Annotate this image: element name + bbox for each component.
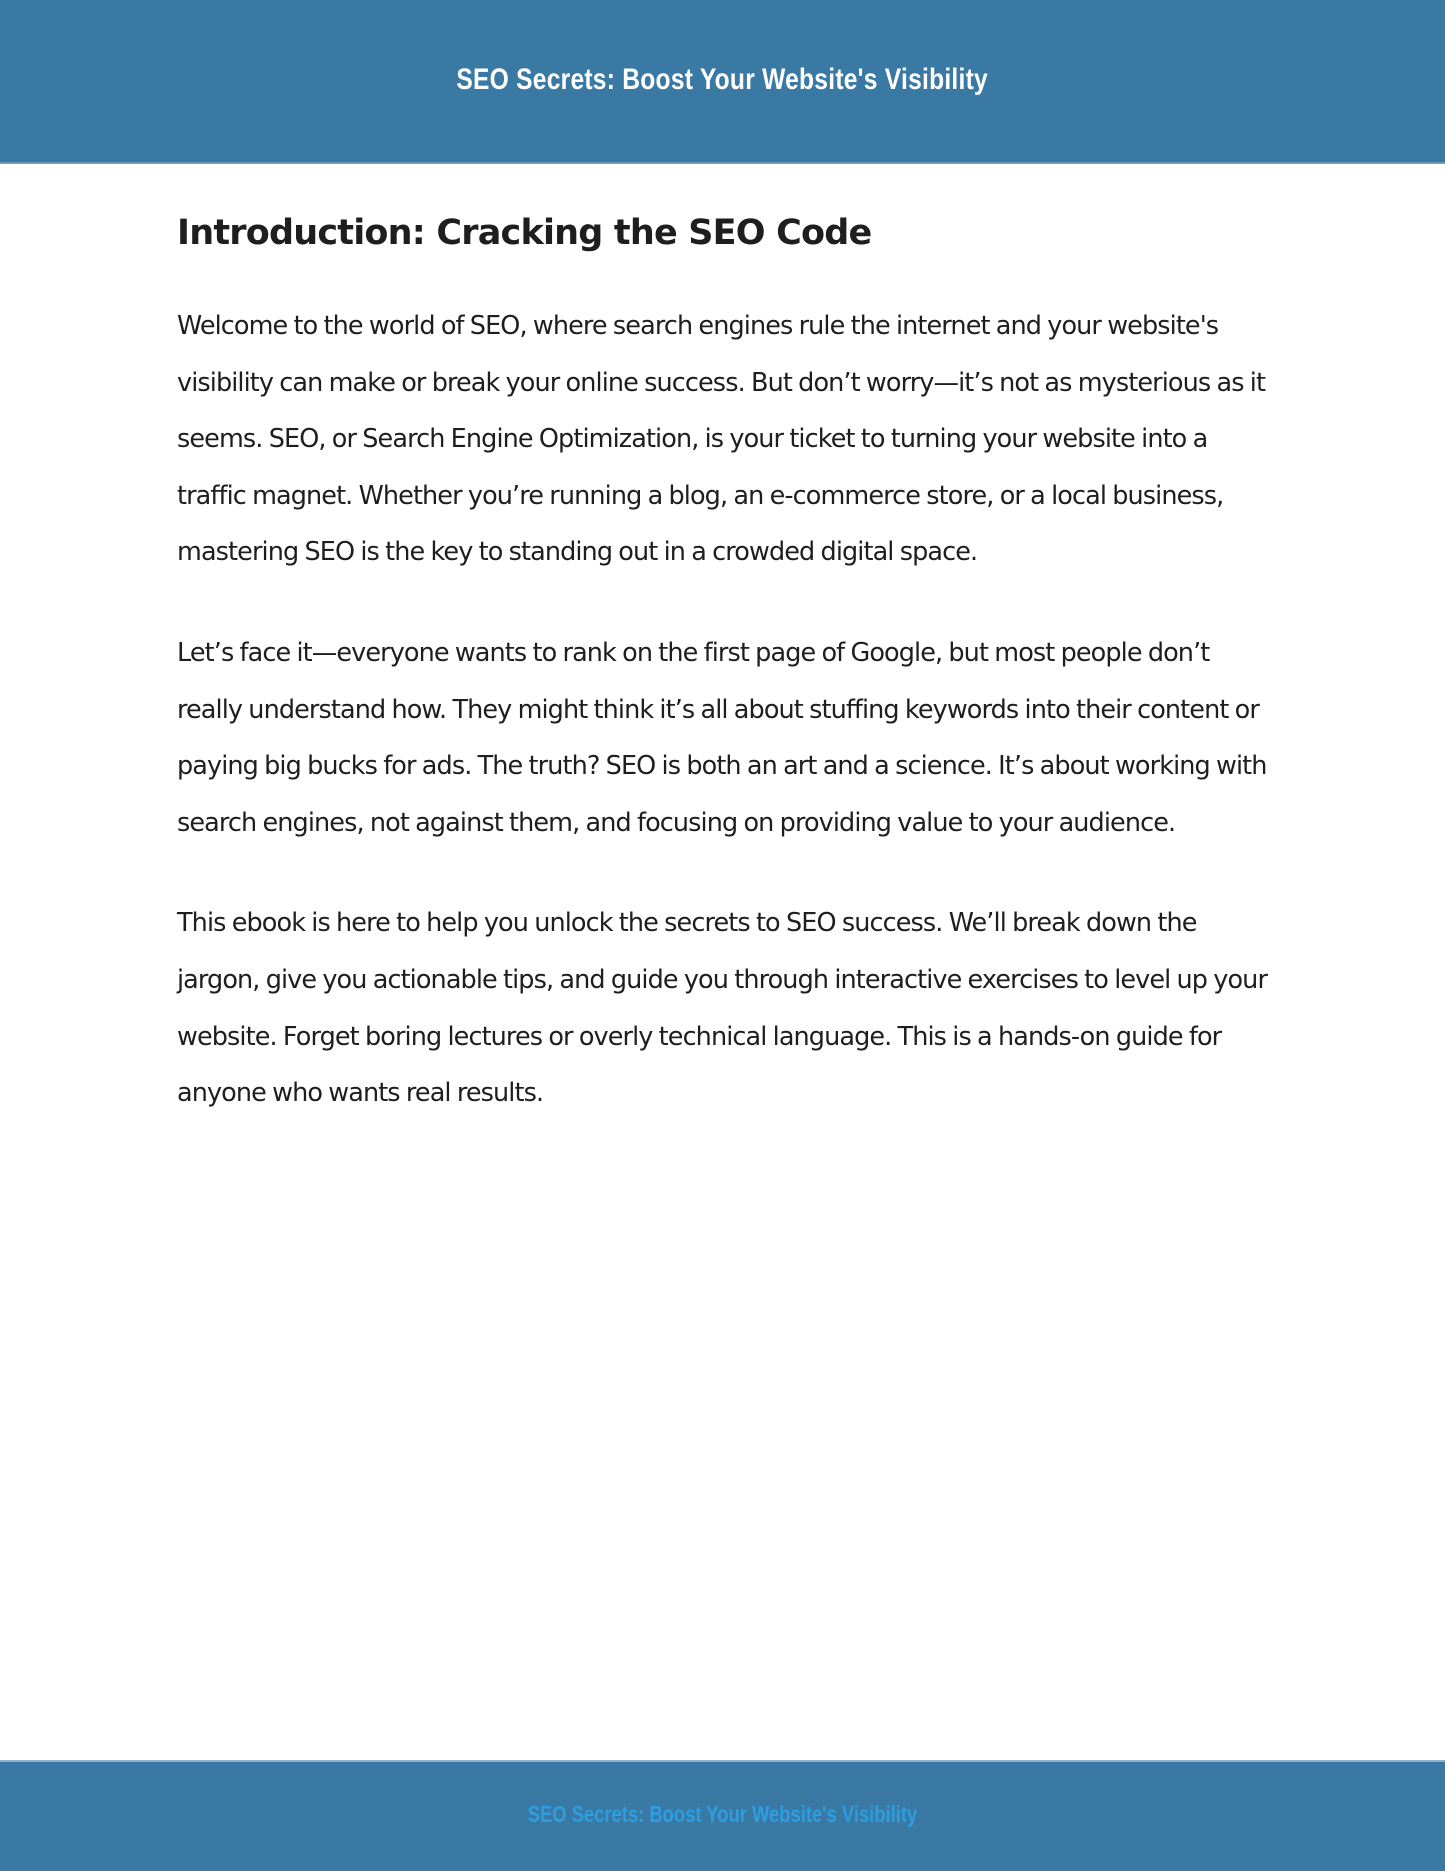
- page-content: [177, 205, 1277, 1122]
- paragraph-ebook-purpose: This ebook is here to help you unlock the secrets to SEO success. We’ll break down the jargon, give you actionable tips, and guide you through interactive exercises to level up your website. Forget boring lectures or overly technical language. This is a hands-on guide for anyone who wants real results.: [177, 908, 1268, 1109]
- footer-title: SEO Secrets: Boost Your Website's Visibility: [527, 1801, 918, 1827]
- page-header: [0, 0, 1445, 164]
- page-footer: [0, 1760, 1445, 1871]
- chapter-title: Introduction: Cracking the SEO Code: [177, 213, 872, 253]
- paragraph-intro: Welcome to the world of SEO, where search engines rule the internet and your website's visibility can make or break your online success. But don’t worry—it’s not as mysterious as it seems. SEO, or Search Engine Optimization, is your ticket to turning your website into a traffic magnet. Whether you’re running a blog, an e-commerce store, or a local business, mastering SEO is the key to standing out in a crowded digital space.: [177, 311, 1266, 568]
- header-title: SEO Secrets: Boost Your Website's Visibility: [456, 63, 989, 96]
- paragraph-ranking: Let’s face it—everyone wants to rank on the first page of Google, but most people don’t really understand how. They might think it’s all about stuffing keywords into their content or paying big bucks for ads. The truth? SEO is both an art and a science. It’s about working with search engines, not against them, and focusing on providing value to your audience.: [177, 637, 1267, 838]
